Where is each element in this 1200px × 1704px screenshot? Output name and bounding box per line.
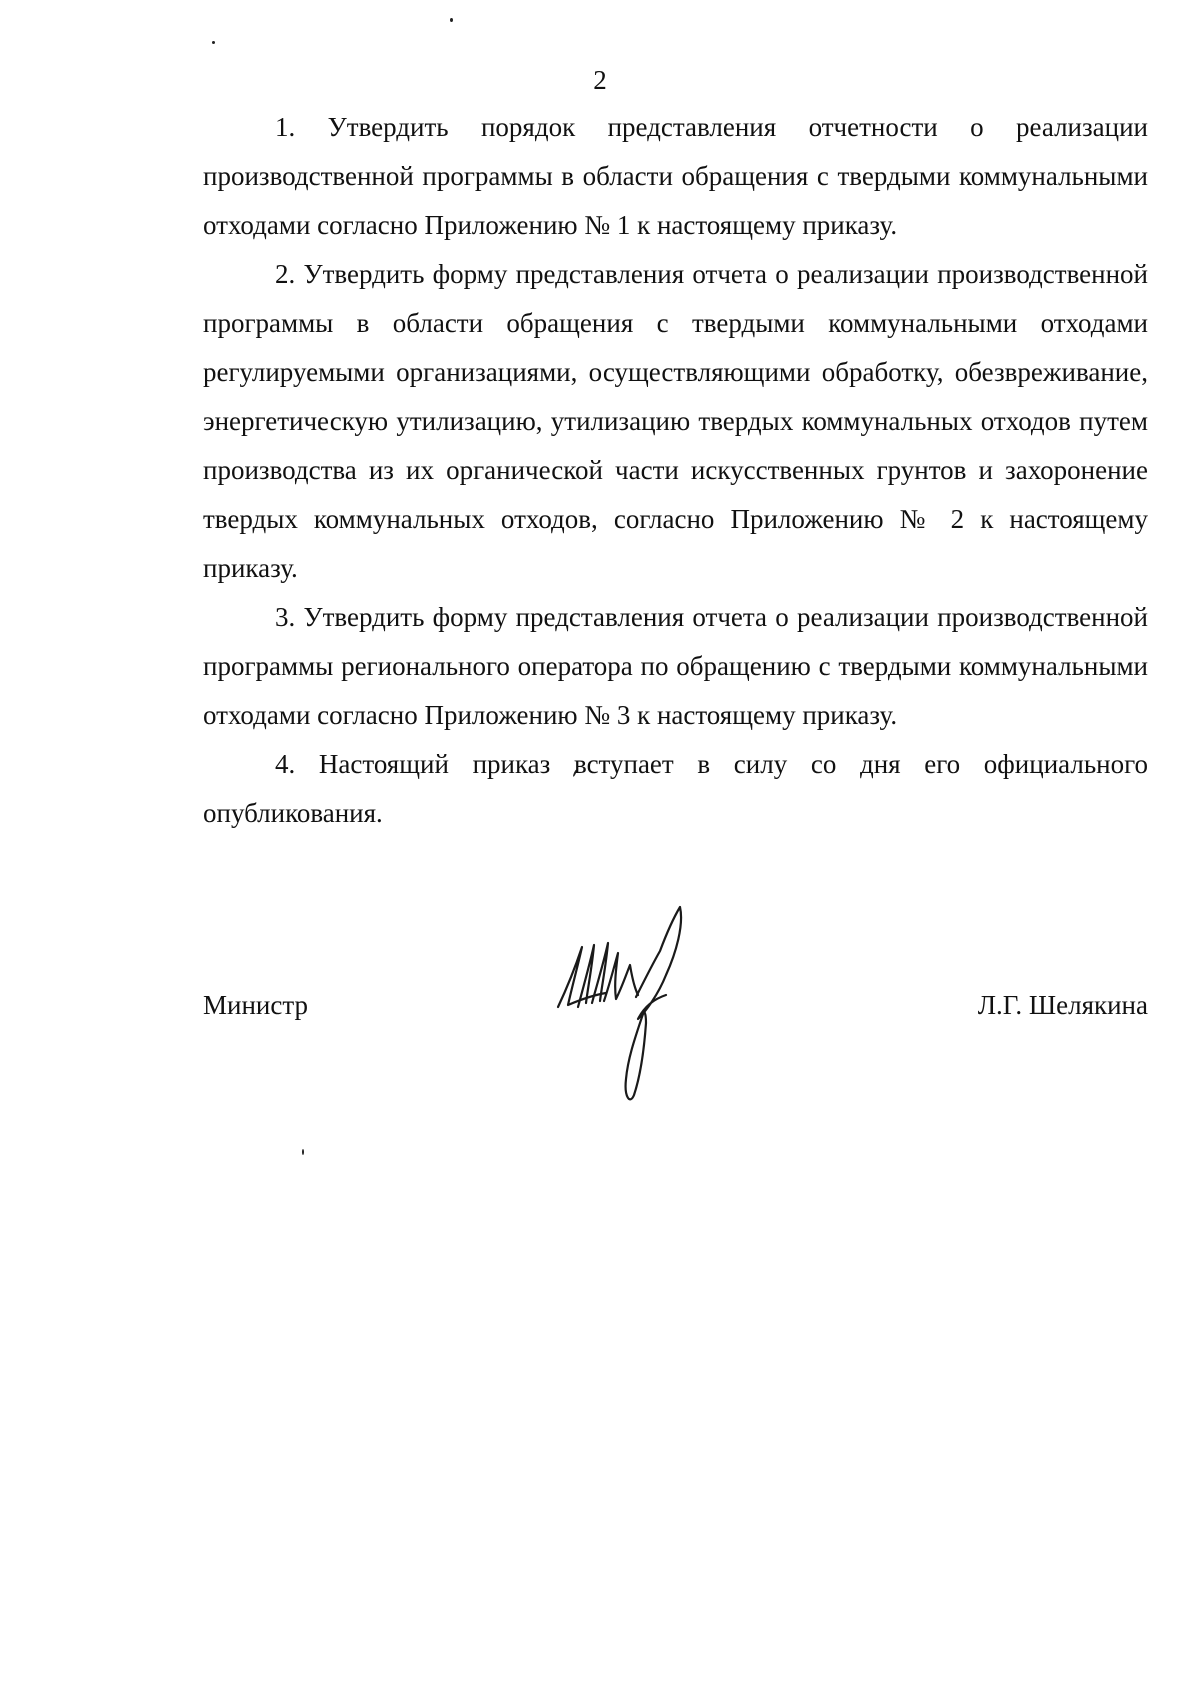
- page-number: 2: [593, 65, 607, 95]
- scan-speck: [450, 18, 453, 22]
- paragraph-2: 2. Утвердить форму представления отчета о реализации производственной программы в области обращения с твердыми коммунальными отходами регулируемыми организациями, осуществляющими обработку, обезвреживание, энергетическую утилизацию, утилизацию твердых коммунальных отходов путем производства из их органической части искусственных грунтов и захоронение твердых коммунальных отходов, согласно Приложению № 2 к настоящему приказу.: [203, 259, 1148, 583]
- paragraph-3: 3. Утвердить форму представления отчета о реализации производственной программы регионального оператора по обращению с твердыми коммунальными отходами согласно Приложению № 3 к настоящему приказу.: [203, 602, 1148, 730]
- handwritten-signature: [548, 895, 698, 1105]
- scan-speck: [212, 41, 215, 44]
- paragraph-1: 1. Утвердить порядок представления отчетности о реализации производственной программы в области обращения с твердыми коммунальными отходами согласно Приложению № 1 к настоящему приказу.: [203, 112, 1148, 240]
- signatory-position: Министр: [203, 990, 308, 1020]
- signatory-name: Л.Г. Шелякина: [977, 990, 1148, 1020]
- scan-speck: [302, 1149, 304, 1155]
- order-body: [203, 103, 1148, 838]
- paragraph-4: 4. Настоящий приказ вступает в силу со дня его официального опубликования.: [203, 749, 1148, 828]
